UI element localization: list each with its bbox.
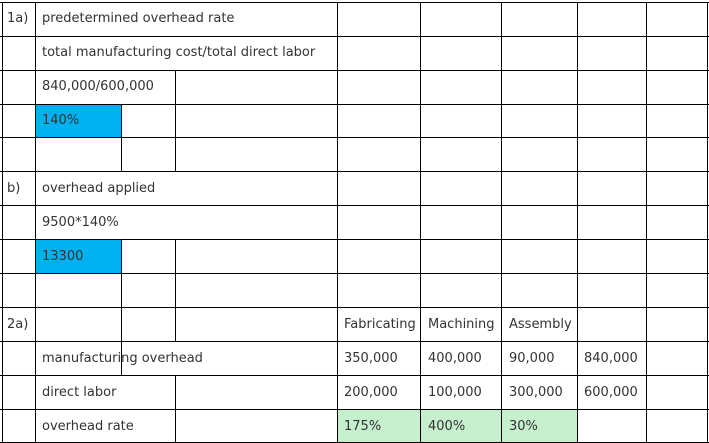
cell-labor-assembly[interactable]: 300,000 [509, 385, 563, 400]
cell-rate-result[interactable]: 140% [42, 113, 80, 128]
part-label-b[interactable]: b) [7, 181, 21, 196]
part-label-1a[interactable]: 1a) [7, 11, 29, 26]
cell-rate-machining[interactable]: 400% [428, 419, 466, 434]
cell-direct-labor[interactable]: direct labor [42, 385, 117, 400]
header-assembly[interactable]: Assembly [509, 317, 572, 332]
cell-labor-machining[interactable]: 100,000 [428, 385, 482, 400]
cell-formula-values[interactable]: 840,000/600,000 [42, 79, 154, 94]
cell-overhead-fabricating[interactable]: 350,000 [344, 351, 398, 366]
cell-overhead-rate[interactable]: overhead rate [42, 419, 134, 434]
cell-labor-fabricating[interactable]: 200,000 [344, 385, 398, 400]
cell-applied-result[interactable]: 13300 [42, 249, 84, 264]
part-label-2a[interactable]: 2a) [7, 317, 29, 332]
cell-overhead-total[interactable]: 840,000 [584, 351, 638, 366]
header-machining[interactable]: Machining [428, 317, 495, 332]
cell-predetermined-overhead-rate[interactable]: predetermined overhead rate [42, 11, 235, 26]
cell-formula-description[interactable]: total manufacturing cost/total direct labor [42, 45, 316, 60]
cell-overhead-applied[interactable]: overhead applied [42, 181, 156, 196]
cell-labor-total[interactable]: 600,000 [584, 385, 638, 400]
cell-manufacturing-overhead[interactable]: manufacturing overhead [42, 351, 203, 366]
cell-applied-formula[interactable]: 9500*140% [42, 215, 119, 230]
cell-rate-assembly[interactable]: 30% [509, 419, 538, 434]
cell-overhead-machining[interactable]: 400,000 [428, 351, 482, 366]
header-fabricating[interactable]: Fabricating [344, 317, 416, 332]
cell-rate-fabricating[interactable]: 175% [344, 419, 382, 434]
cell-overhead-assembly[interactable]: 90,000 [509, 351, 555, 366]
